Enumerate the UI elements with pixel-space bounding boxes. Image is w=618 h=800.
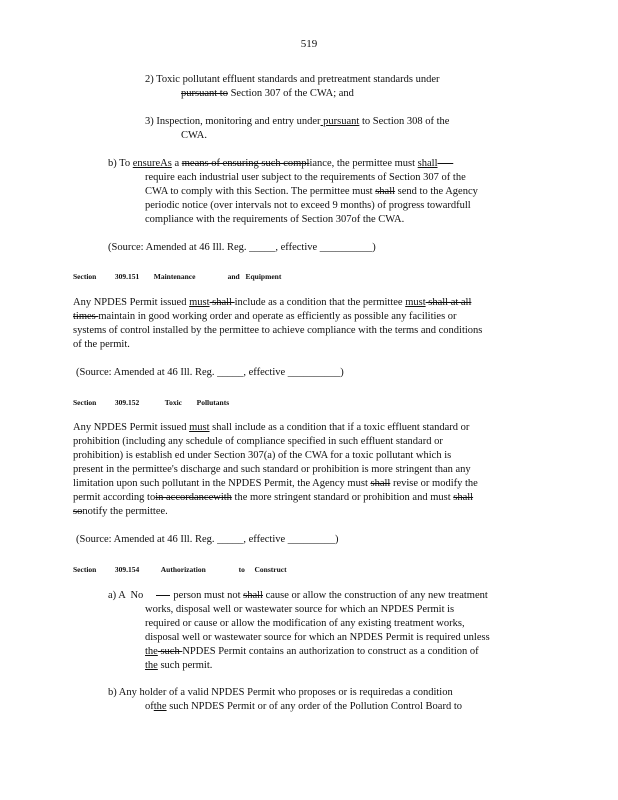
underlined-text: shall: [417, 158, 438, 169]
struck-text: means of ensuring such compl: [181, 158, 310, 169]
underlined-text: pursuant: [320, 116, 360, 127]
text-run: 3) Inspection, monitoring and entry under: [145, 116, 321, 127]
section-154-a-line-4: disposal well or wastewater source for which an NPDES Permit is required unless: [145, 632, 490, 643]
struck-text: times: [73, 311, 99, 322]
item-b-line-4: periodic notice (over intervals not to exceed 9 months) of progress towardfull: [145, 200, 471, 211]
section-154-b-line-2: [145, 700, 462, 714]
section-number: 309.154: [114, 565, 140, 574]
text-run: Section 307 of the CWA; and: [227, 88, 354, 99]
item-3-line-2: CWA.: [181, 130, 207, 141]
text-run: NPDES Permit contains an authorization to construct as a condition of: [182, 646, 479, 657]
section-154-a-line-6: [145, 659, 212, 673]
section-152-line-6: [73, 491, 473, 505]
text-run: to Section 308 of the: [359, 116, 450, 127]
struck-text: shall: [375, 186, 396, 197]
section-152-line-5: [73, 477, 478, 491]
section-154-a-line-1: [108, 589, 488, 603]
section-title-word: Construct: [254, 565, 287, 574]
text-run: shall include as a condition that if a toxic effluent standard or: [209, 422, 470, 433]
source-note-2: (Source: Amended at 46 Ill. Reg. _____, effective __________): [76, 367, 344, 378]
section-152-line-2: prohibition (including any schedule of compliance specified in such effluent standard or: [73, 436, 443, 447]
text-run: iance, the permittee must: [309, 158, 418, 169]
section-title-word: Equipment: [245, 272, 282, 281]
section-number: 309.151: [114, 272, 140, 281]
section-heading-152: [73, 396, 229, 410]
text-run: include as a condition that the permittee: [234, 297, 406, 308]
item-3-line-1: [145, 115, 449, 129]
section-heading-151: [73, 270, 281, 284]
section-title-word: to: [238, 565, 245, 574]
text-run: Any NPDES Permit issued: [73, 422, 190, 433]
text-run: a) A No: [108, 590, 157, 601]
text-run: of: [145, 701, 154, 712]
section-label: Section: [73, 565, 97, 574]
source-note-1: (Source: Amended at 46 Ill. Reg. _____, effective __________): [108, 242, 376, 253]
text-run: a: [171, 158, 182, 169]
text-run: CWA to comply with this Section. The permittee must: [145, 186, 376, 197]
text-run: revise or modify the: [390, 478, 478, 489]
struck-text: such: [157, 646, 183, 657]
item-b-line-1: [108, 157, 453, 171]
section-154-a-line-3: required or cause or allow the modification of any existing treatment works,: [145, 618, 465, 629]
text-run: Any NPDES Permit issued: [73, 297, 190, 308]
struck-text: shall: [453, 492, 474, 503]
section-title-word: Maintenance: [153, 272, 196, 281]
struck-text: [438, 158, 454, 169]
underlined-text: must: [189, 422, 210, 433]
struck-rule: [156, 595, 170, 596]
section-152-line-7: [73, 505, 168, 519]
text-run: such permit.: [157, 660, 213, 671]
struck-text: shall: [243, 590, 263, 601]
underlined-text: the: [145, 646, 158, 657]
text-run: limitation upon such pollutant in the NPDES Permit, the Agency must: [73, 478, 371, 489]
text-run: the more stringent standard or prohibition and must: [231, 492, 454, 503]
section-title-word: Pollutants: [196, 398, 230, 407]
text-run: person must not: [173, 590, 244, 601]
text-run: maintain in good working order and operate as efficiently as possible any facilities or: [98, 311, 457, 322]
section-151-line-4: of the permit.: [73, 339, 130, 350]
text-run: such NPDES Permit or of any order of the Pollution Control Board to: [166, 701, 463, 712]
struck-text: in accordancewith: [155, 492, 232, 503]
text-run: notify the permittee.: [82, 506, 168, 517]
section-154-a-line-2: works, disposal well or wastewater source for which an NPDES Permit is: [145, 604, 455, 615]
section-title-word: Authorization: [160, 565, 206, 574]
page-number: 519: [300, 38, 318, 50]
struck-text: pursuant to: [181, 88, 228, 99]
item-2-line-2: [181, 87, 354, 101]
section-label: Section: [73, 398, 97, 407]
underlined-text: ensureAs: [132, 158, 172, 169]
underlined-text: the: [145, 660, 158, 671]
struck-text: shall: [370, 478, 391, 489]
struck-text: so: [73, 506, 83, 517]
item-2-line-1: 2) Toxic pollutant effluent standards and pretreatment standards under: [145, 74, 440, 85]
text-run: permit according to: [73, 492, 156, 503]
underlined-text: must: [405, 297, 426, 308]
section-title-word: and: [227, 272, 240, 281]
item-b-line-3: [145, 185, 478, 199]
text-run: cause or allow the construction of any new treatment: [262, 590, 488, 601]
item-b-line-5: compliance with the requirements of Section 307of the CWA.: [145, 214, 405, 225]
text-run: send to the Agency: [395, 186, 478, 197]
section-151-line-1: [73, 296, 471, 310]
struck-text: shall: [209, 297, 235, 308]
item-b-line-2: require each industrial user subject to the requirements of Section 307 of the: [145, 172, 466, 183]
section-title-word: Toxic: [164, 398, 182, 407]
struck-text: shall at all: [425, 297, 472, 308]
section-number: 309.152: [114, 398, 140, 407]
section-152-line-1: [73, 421, 469, 435]
section-151-line-2: [73, 310, 457, 324]
section-154-a-line-5: [145, 645, 479, 659]
source-note-3: (Source: Amended at 46 Ill. Reg. _____, effective _________): [76, 534, 339, 545]
section-151-line-3: systems of control installed by the permittee to achieve compliance with the terms and conditions: [73, 325, 483, 336]
section-152-line-3: prohibition) is establish ed under Section 307(a) of the CWA for a toxic pollutant which is: [73, 450, 452, 461]
underlined-text: the: [153, 701, 167, 712]
section-label: Section: [73, 272, 97, 281]
underlined-text: must: [189, 297, 210, 308]
section-154-b-line-1: b) Any holder of a valid NPDES Permit who proposes or is requiredas a condition: [108, 687, 453, 698]
text-run: b) To: [108, 158, 133, 169]
section-heading-154: [73, 563, 287, 577]
section-152-line-4: present in the permittee's discharge and such standard or prohibition is more stringent than any: [73, 464, 471, 475]
